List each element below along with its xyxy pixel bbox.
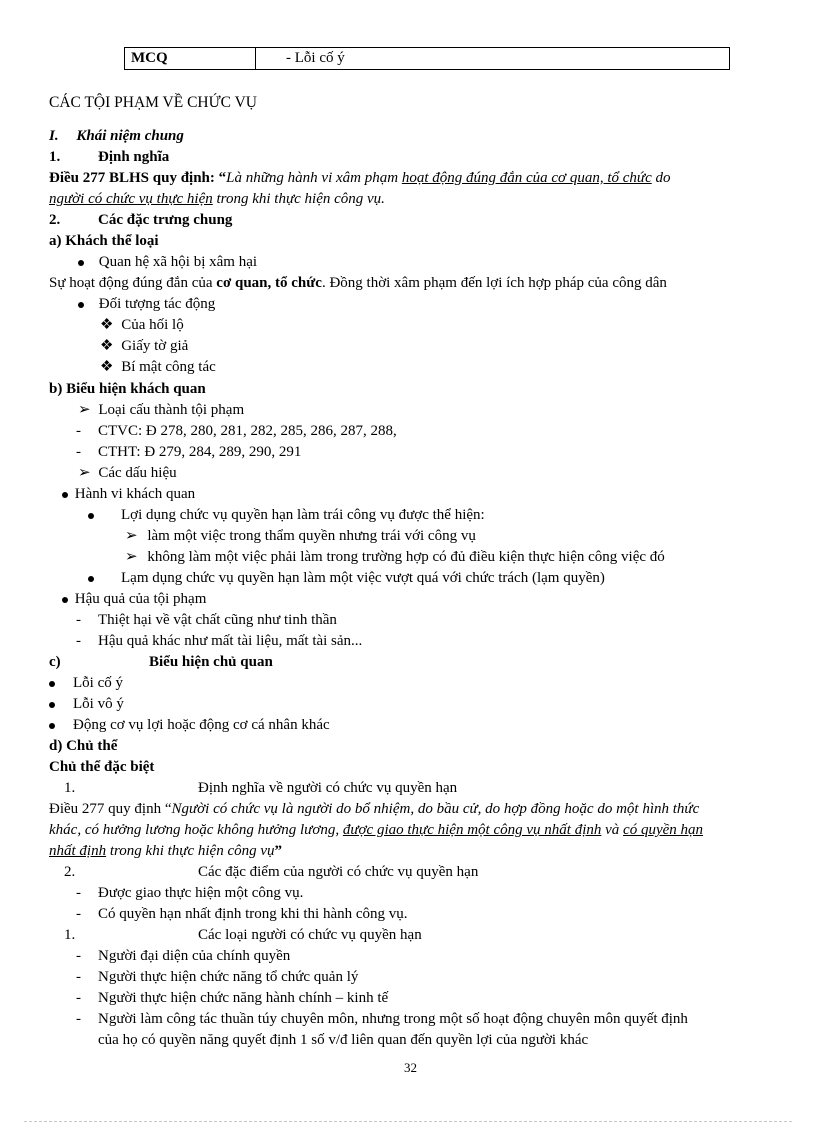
- d-title: d) Chủ thể: [49, 738, 118, 754]
- list-item-text: không làm một việc phải làm trong trường hợp có đủ điều kiện thực hiện công việc đó: [147, 549, 665, 565]
- list-item: [76, 421, 397, 441]
- list-item-text: Quan hệ xã hội bị xâm hại: [98, 254, 258, 270]
- arrow-bullet-icon: ➢: [125, 549, 138, 565]
- list-item: [78, 294, 215, 314]
- dash-bullet: -: [76, 612, 81, 628]
- list-item: [88, 505, 485, 525]
- c-heading: [49, 652, 273, 672]
- page-divider: [24, 1121, 792, 1122]
- page-number: 32: [404, 1060, 417, 1075]
- d1-line-1: [49, 799, 699, 819]
- a-line-bold: cơ quan, tổ chức: [216, 275, 322, 291]
- list-item-text: Lỗi vô ý: [73, 696, 124, 712]
- list-item: [88, 568, 605, 588]
- list-item: [76, 631, 363, 651]
- list-item: [76, 1009, 688, 1029]
- c-label: c): [49, 654, 61, 670]
- definition-part2: do: [651, 170, 671, 186]
- list-item-text: làm một việc trong thẩm quyền nhưng trái với công vụ: [147, 528, 476, 544]
- list-item-text: Hành vi khách quan: [74, 486, 196, 502]
- list-item-text: Lạm dụng chức vụ quyền hạn làm một việc vượt quá với chức trách (lạm quyền): [121, 570, 605, 586]
- arrow-bullet-icon: ➢: [125, 528, 138, 544]
- bullet-icon: [78, 260, 84, 266]
- heading-title: Các đặc điểm của người có chức vụ quyền hạn: [198, 864, 479, 880]
- section-heading: [49, 126, 184, 146]
- a-line-part1: Sự hoạt động đúng đắn của: [49, 275, 217, 291]
- d1-italic2: khác, có hưởng lương hoặc không hưởng lương,: [49, 822, 343, 838]
- list-item-text: Đối tượng tác động: [98, 296, 216, 312]
- list-item-text: Bí mật công tác: [121, 359, 216, 375]
- dash-bullet: -: [76, 633, 81, 649]
- a-line-part2: . Đồng thời xâm phạm đến lợi ích hợp pháp của công dân: [321, 275, 667, 291]
- bullet-icon: [49, 702, 55, 708]
- d-subtitle: Chủ thể đặc biệt: [49, 759, 155, 775]
- arrow-bullet-icon: ➢: [78, 465, 91, 481]
- b-title: b) Biểu hiện khách quan: [49, 381, 206, 397]
- list-item: [76, 967, 359, 987]
- a-line: [49, 273, 667, 293]
- list-item: [62, 484, 195, 504]
- list-item: [125, 526, 476, 546]
- list-item: [125, 547, 665, 567]
- d1-line-3: [49, 841, 282, 861]
- section-title: Khái niệm chung: [76, 128, 184, 144]
- list-item-text: Người thực hiện chức năng hành chính – kinh tế: [98, 990, 389, 1006]
- list-item-text: Động cơ vụ lợi hoặc động cơ cá nhân khác: [73, 717, 330, 733]
- list-item: [76, 610, 337, 630]
- dash-bullet: -: [76, 990, 81, 1006]
- dash-bullet: -: [76, 1011, 81, 1027]
- bullet-icon: [49, 723, 55, 729]
- heading-title: Các loại người có chức vụ quyền hạn: [198, 927, 422, 943]
- d1-underlined3: nhất định: [49, 843, 107, 859]
- a-title: a) Khách thể loại: [49, 233, 159, 249]
- quote-open: “: [218, 170, 227, 186]
- subheading-definition: [49, 147, 170, 167]
- list-item: [76, 904, 408, 924]
- d1-underlined2: có quyền hạn: [623, 822, 704, 838]
- subheading-number: 2.: [49, 212, 61, 228]
- section-number: I.: [49, 128, 59, 144]
- dash-bullet: -: [76, 885, 81, 901]
- list-item: [76, 883, 304, 903]
- diamond-bullet-icon: ❖: [100, 338, 114, 354]
- subheading-title: Định nghĩa: [98, 149, 170, 165]
- d1-italic1: Người có chức vụ là người do bổ nhiệm, do bầu cử, do hợp đồng hoặc do một hình thức: [171, 801, 700, 817]
- dash-bullet: -: [76, 444, 81, 460]
- list-item: [78, 463, 177, 483]
- numbered-heading: [64, 862, 479, 882]
- definition-line-1: [49, 168, 670, 188]
- list-item-text: Hậu quả khác như mất tài liệu, mất tài sản...: [98, 633, 363, 649]
- dash-bullet: -: [76, 948, 81, 964]
- numbered-heading: [64, 925, 422, 945]
- list-item: [100, 357, 216, 377]
- subheading-features: [49, 210, 233, 230]
- bullet-icon: [49, 681, 55, 687]
- list-item: [62, 589, 206, 609]
- d1-tail: trong khi thực hiện công vụ: [106, 843, 275, 859]
- list-item-text: Thiệt hại về vật chất cũng như tinh thần: [98, 612, 337, 628]
- quote-close: ”: [274, 843, 283, 859]
- header-table-cell-mcq: MCQ: [125, 48, 256, 70]
- list-item: [100, 336, 188, 356]
- list-item-text: Người đại diện của chính quyền: [98, 948, 291, 964]
- page-title: CÁC TỘI PHẠM VỀ CHỨC VỤ: [49, 94, 257, 111]
- bullet-icon: [88, 513, 94, 519]
- list-item-text: Người làm công tác thuần túy chuyên môn, nhưng trong một số hoạt động chuyên môn quyết định: [98, 1011, 688, 1027]
- list-item-text: Các dấu hiệu: [98, 465, 177, 481]
- definition-part1: Là những hành vi xâm phạm: [226, 170, 402, 186]
- dash-bullet: -: [76, 969, 81, 985]
- c-title: Biểu hiện chủ quan: [149, 654, 273, 670]
- definition-underlined2: người có chức vụ thực hiện: [49, 191, 213, 207]
- list-item-continuation: của họ có quyền năng quyết định 1 số v/đ liên quan đến quyền lợi của người khác: [98, 1032, 589, 1048]
- list-item-text: Giấy tờ giả: [121, 338, 189, 354]
- bullet-icon: [62, 597, 68, 603]
- header-table: [124, 47, 730, 70]
- list-item-text: Người thực hiện chức năng tổ chức quản lý: [98, 969, 359, 985]
- list-item-text: Có quyền hạn nhất định trong khi thi hành công vụ.: [98, 906, 408, 922]
- bullet-icon: [62, 492, 68, 498]
- list-item: [78, 400, 244, 420]
- subheading-title: Các đặc trưng chung: [98, 212, 233, 228]
- numbered-heading: [64, 778, 458, 798]
- list-item: [49, 694, 124, 714]
- list-item: [76, 988, 389, 1008]
- definition-line-2: [49, 189, 385, 209]
- list-item: [76, 946, 291, 966]
- list-item-text: Được giao thực hiện một công vụ.: [98, 885, 304, 901]
- header-table-cell-answer: - Lỗi cố ý: [256, 48, 730, 70]
- subheading-number: 1.: [49, 149, 61, 165]
- arrow-bullet-icon: ➢: [78, 402, 91, 418]
- d1-mid: và: [601, 822, 624, 838]
- list-item-text: Loại cấu thành tội phạm: [98, 402, 245, 418]
- definition-prefix: Điều 277 BLHS quy định:: [49, 170, 219, 186]
- heading-title: Định nghĩa về người có chức vụ quyền hạn: [198, 780, 458, 796]
- d1-line-2: [49, 820, 703, 840]
- heading-number: 2.: [64, 864, 76, 880]
- list-item-text: Của hối lộ: [121, 317, 184, 333]
- list-item-text: CTVC: Đ 278, 280, 281, 282, 285, 286, 287, 288,: [98, 423, 397, 439]
- diamond-bullet-icon: ❖: [100, 359, 114, 375]
- list-item: [100, 315, 184, 335]
- list-item: [78, 252, 257, 272]
- definition-part3: trong khi thực hiện công vụ.: [212, 191, 385, 207]
- bullet-icon: [88, 576, 94, 582]
- bullet-icon: [78, 302, 84, 308]
- dash-bullet: -: [76, 423, 81, 439]
- list-item: [49, 673, 123, 693]
- definition-underlined1: hoạt động đúng đắn của cơ quan, tổ chức: [401, 170, 652, 186]
- d1-underlined1: được giao thực hiện một công vụ nhất định: [342, 822, 602, 838]
- list-item-text: Lợi dụng chức vụ quyền hạn làm trái công vụ được thể hiện:: [121, 507, 485, 523]
- list-item-text: CTHT: Đ 279, 284, 289, 290, 291: [98, 444, 302, 460]
- dash-bullet: -: [76, 906, 81, 922]
- list-item-text: Lỗi cố ý: [73, 675, 123, 691]
- d1-prefix: Điều 277 quy định “: [49, 801, 172, 817]
- diamond-bullet-icon: ❖: [100, 317, 114, 333]
- list-item: [76, 442, 302, 462]
- list-item-text: Hậu quả của tội phạm: [74, 591, 207, 607]
- list-item: [49, 715, 330, 735]
- heading-number: 1.: [64, 927, 76, 943]
- heading-number: 1.: [64, 780, 76, 796]
